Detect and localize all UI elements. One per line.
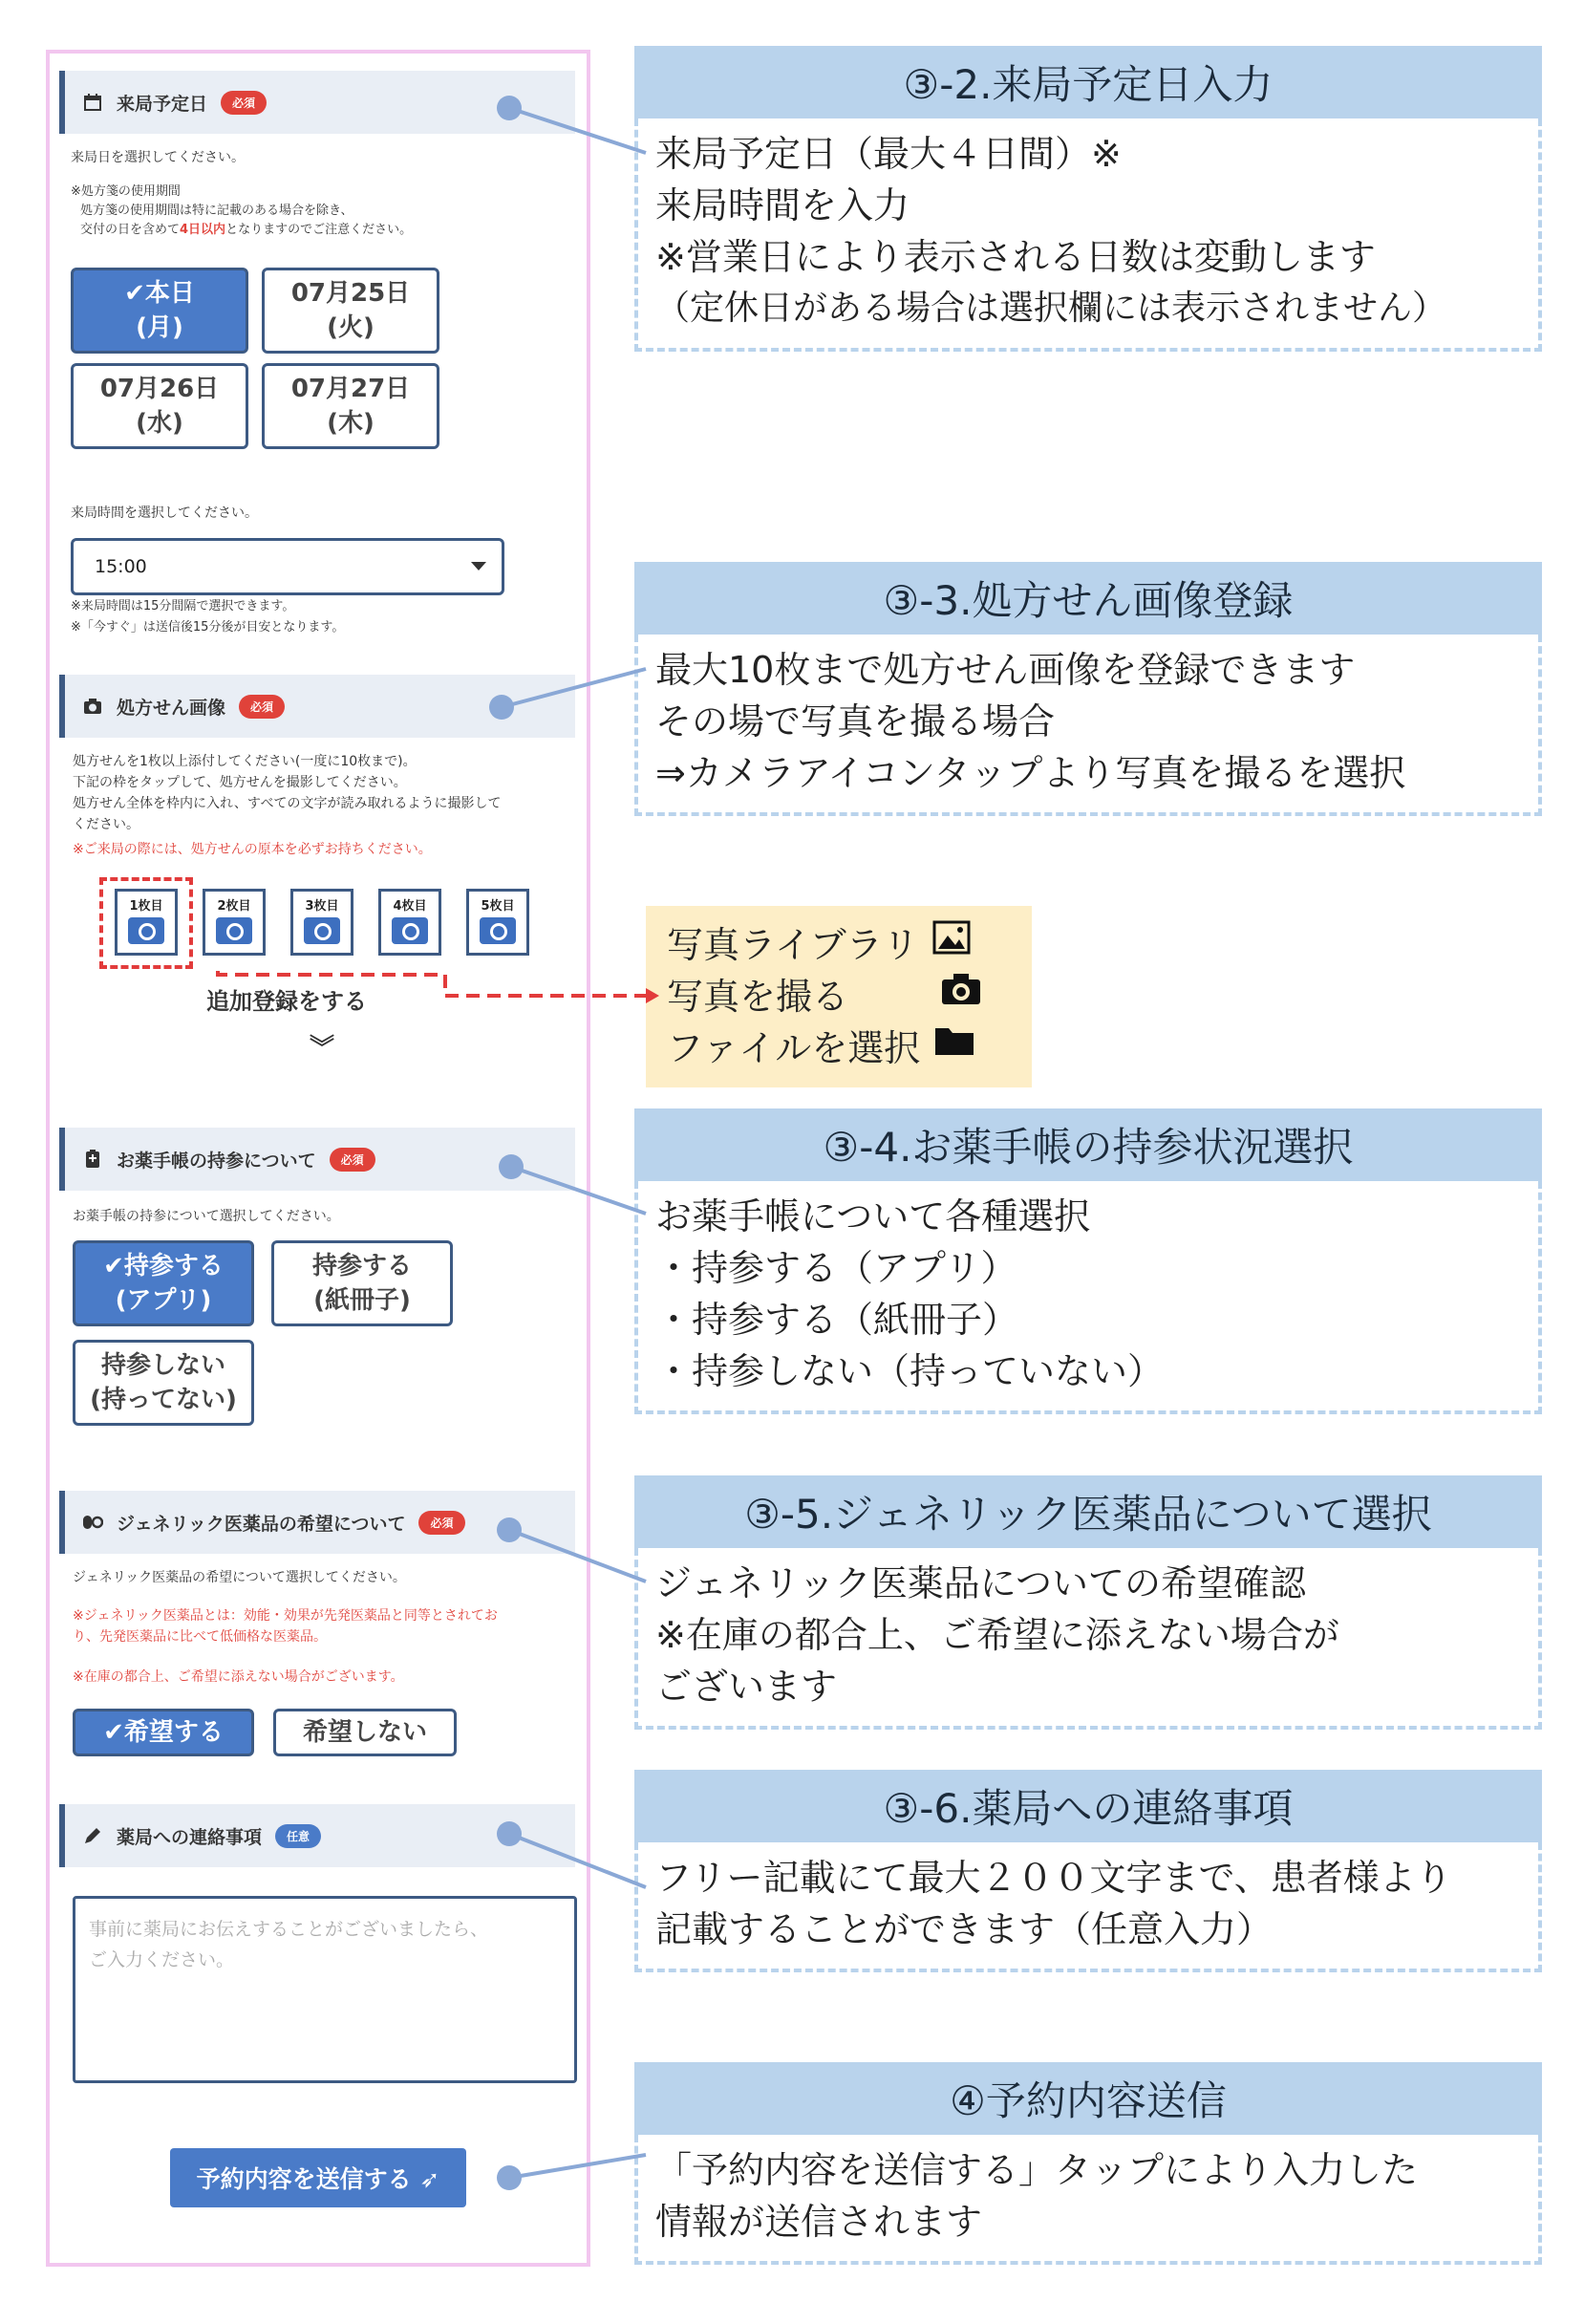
required-badge: 必須 bbox=[239, 695, 285, 719]
annotation-body bbox=[634, 1181, 1542, 1414]
annotation-title: ③-3.処方せん画像登録 bbox=[634, 562, 1542, 635]
time-instruction: 来局時間を選択してください。 bbox=[71, 506, 258, 521]
optional-badge: 任意 bbox=[275, 1824, 321, 1848]
annotation-body bbox=[634, 1548, 1542, 1730]
annotation-line: 最大10枚まで処方せん画像を登録できます bbox=[655, 649, 1356, 691]
connector-dot bbox=[499, 1154, 524, 1179]
annotation-body bbox=[634, 2135, 1542, 2265]
generic-definition: ※ジェネリック医薬品とは：効能・効果が先発医薬品と同等とされてお bbox=[73, 1608, 498, 1624]
annotation-line: フリー記載にて最大２００文字まで、患者様より bbox=[655, 1857, 1452, 1899]
annotation-body bbox=[634, 118, 1542, 352]
usage-period-note: 処方箋の使用期間は特に記載のある場合を除き、 bbox=[80, 204, 353, 218]
annotation-visit-date bbox=[634, 46, 1542, 352]
prescription-warning: ※ご来局の際には、処方せんの原本を必ずお持ちください。 bbox=[73, 842, 432, 857]
camera-icon bbox=[304, 917, 340, 944]
prescription-instruction: 処方せん全体を枠内に入れ、すべての文字が読み取れるように撮影して bbox=[73, 796, 502, 811]
section-title: お薬手帳の持参について bbox=[117, 1150, 316, 1172]
generic-option-yes[interactable]: ✔希望する bbox=[73, 1709, 254, 1756]
section-title: ジェネリック医薬品の希望について bbox=[117, 1513, 406, 1535]
generic-definition: り、先発医薬品に比べて低価格な医薬品。 bbox=[73, 1629, 327, 1645]
annotation-line: ⇒カメラアイコンタップより写真を撮るを選択 bbox=[655, 752, 1406, 794]
annotation-title: ④予約内容送信 bbox=[634, 2062, 1542, 2135]
annotation-title: ③-4.お薬手帳の持参状況選択 bbox=[634, 1108, 1542, 1181]
annotation-line: 来局予定日（最大４日間）※ bbox=[655, 133, 1122, 175]
annotation-line: ・持参する（アプリ） bbox=[655, 1247, 1017, 1289]
date-option-0727[interactable]: 07月27日 (木) bbox=[262, 363, 439, 449]
add-more-button[interactable]: 追加登録をする bbox=[206, 988, 367, 1015]
section-title: 来局予定日 bbox=[117, 93, 208, 115]
connector-dot bbox=[497, 96, 522, 120]
required-badge: 必須 bbox=[418, 1511, 464, 1535]
annotation-line: その場で写真を撮る場合 bbox=[655, 700, 1056, 742]
camera-icon bbox=[480, 917, 516, 944]
visit-date-instruction: 来局日を選択してください。 bbox=[71, 150, 245, 165]
usage-period-note: ※処方箋の使用期間 bbox=[71, 184, 181, 199]
annotation-line: 「予約内容を送信する」タップにより入力した bbox=[655, 2149, 1419, 2191]
pill-icon bbox=[82, 1512, 103, 1533]
time-note: ※「今すぐ」は送信後15分後が目安となります。 bbox=[71, 620, 345, 635]
generic-option-no[interactable]: 希望しない bbox=[273, 1709, 457, 1756]
annotation-title: ③-5.ジェネリック医薬品について選択 bbox=[634, 1475, 1542, 1548]
annotation-line: ・持参しない（持っていない） bbox=[655, 1350, 1165, 1392]
photo-slot-1[interactable]: 1枚目 bbox=[115, 889, 178, 956]
book-option-paper[interactable]: 持参する (紙冊子) bbox=[271, 1240, 453, 1326]
folder-icon bbox=[933, 1023, 975, 1065]
time-select-value: 15:00 bbox=[95, 556, 147, 577]
annotation-line: 記載することができます（任意入力） bbox=[655, 1908, 1274, 1950]
pencil-icon bbox=[82, 1825, 103, 1846]
annotation-title: ③-6.薬局への連絡事項 bbox=[634, 1770, 1542, 1842]
textarea-placeholder: 事前に薬局にお伝えすることがございましたら、 bbox=[89, 1919, 489, 1940]
camera-icon bbox=[392, 917, 428, 944]
contact-textarea[interactable] bbox=[73, 1896, 577, 2083]
annotation-line: 来局時間を入力 bbox=[655, 184, 910, 226]
connector-dot bbox=[489, 695, 514, 720]
connector-dot bbox=[497, 1517, 522, 1542]
section-title: 処方せん画像 bbox=[117, 697, 226, 719]
textarea-placeholder: ご入力ください。 bbox=[89, 1949, 235, 1970]
menu-item-photo-library[interactable]: 写真ライブラリ bbox=[667, 915, 1011, 967]
calendar-icon bbox=[82, 92, 103, 113]
usage-period-note: 交付の日を含めて4日以内となりますのでご注意ください。 bbox=[80, 223, 413, 237]
medicine-book-instruction: お薬手帳の持参について選択してください。 bbox=[73, 1209, 340, 1224]
connector-dot bbox=[497, 2165, 522, 2190]
generic-stock-note: ※在庫の都合上、ご希望に添えない場合がございます。 bbox=[73, 1669, 404, 1685]
camera-icon bbox=[940, 972, 982, 1015]
annotation-contact bbox=[634, 1770, 1542, 1972]
annotation-body bbox=[634, 635, 1542, 816]
image-icon bbox=[932, 920, 971, 963]
submit-reservation-button[interactable]: 予約内容を送信する ➶ bbox=[170, 2148, 466, 2207]
photo-slot-4[interactable]: 4枚目 bbox=[378, 889, 441, 956]
photo-source-menu bbox=[646, 906, 1032, 1087]
required-badge: 必須 bbox=[221, 91, 267, 115]
prescription-instruction: 処方せんを1枚以上添付してください(一度に10枚まで)。 bbox=[73, 754, 417, 769]
annotation-generic bbox=[634, 1475, 1542, 1730]
camera-icon bbox=[216, 917, 252, 944]
book-option-none[interactable]: 持参しない (持ってない) bbox=[73, 1340, 254, 1426]
time-note: ※来局時間は15分間隔で選択できます。 bbox=[71, 599, 295, 613]
annotation-line: ・持参する（紙冊子） bbox=[655, 1299, 1019, 1341]
date-option-0726[interactable]: 07月26日 (水) bbox=[71, 363, 248, 449]
menu-item-choose-file[interactable]: ファイルを選択 bbox=[667, 1019, 1011, 1070]
time-select[interactable] bbox=[71, 538, 504, 595]
annotation-prescription bbox=[634, 562, 1542, 816]
annotation-line: ジェネリック医薬品についての希望確認 bbox=[655, 1562, 1306, 1604]
annotation-medicine-book bbox=[634, 1108, 1542, 1414]
annotation-line: ※営業日により表示される日数は変動します bbox=[655, 236, 1376, 278]
annotation-line: 情報が送信されます bbox=[655, 2201, 983, 2243]
camera-icon bbox=[128, 917, 164, 944]
photo-slot-2[interactable]: 2枚目 bbox=[203, 889, 266, 956]
prescription-instruction: 下記の枠をタップして、処方せんを撮影してください。 bbox=[73, 775, 407, 790]
notebook-icon bbox=[82, 1149, 103, 1170]
double-chevron-down-icon[interactable]: ︾ bbox=[310, 1034, 335, 1063]
annotation-line: ございます bbox=[655, 1666, 838, 1708]
photo-slot-5[interactable]: 5枚目 bbox=[466, 889, 529, 956]
generic-instruction: ジェネリック医薬品の希望について選択してください。 bbox=[73, 1570, 406, 1585]
section-header-generic bbox=[59, 1491, 575, 1554]
connector-dot bbox=[497, 1821, 522, 1846]
menu-item-take-photo[interactable]: 写真を撮る bbox=[667, 967, 1011, 1019]
camera-icon bbox=[82, 696, 103, 717]
annotation-title: ③-2.来局予定日入力 bbox=[634, 46, 1542, 118]
prescription-instruction: ください。 bbox=[73, 817, 139, 832]
annotation-line: ※在庫の都合上、ご希望に添えない場合が bbox=[655, 1614, 1339, 1656]
section-title: 薬局への連絡事項 bbox=[117, 1826, 263, 1848]
section-header-medicine-book bbox=[59, 1128, 575, 1191]
book-option-app[interactable]: ✔持参する (アプリ) bbox=[73, 1240, 254, 1326]
annotation-submit bbox=[634, 2062, 1542, 2265]
required-badge: 必須 bbox=[330, 1148, 375, 1172]
annotation-body bbox=[634, 1842, 1542, 1972]
annotation-line: お薬手帳について各種選択 bbox=[655, 1195, 1091, 1237]
date-option-today[interactable]: ✔本日 (月) bbox=[71, 268, 248, 354]
photo-slot-3[interactable]: 3枚目 bbox=[290, 889, 353, 956]
chevron-down-icon bbox=[471, 562, 486, 570]
annotation-line: （定休日がある場合は選択欄には表示されません） bbox=[655, 289, 1447, 328]
date-option-0725[interactable]: 07月25日 (火) bbox=[262, 268, 439, 354]
